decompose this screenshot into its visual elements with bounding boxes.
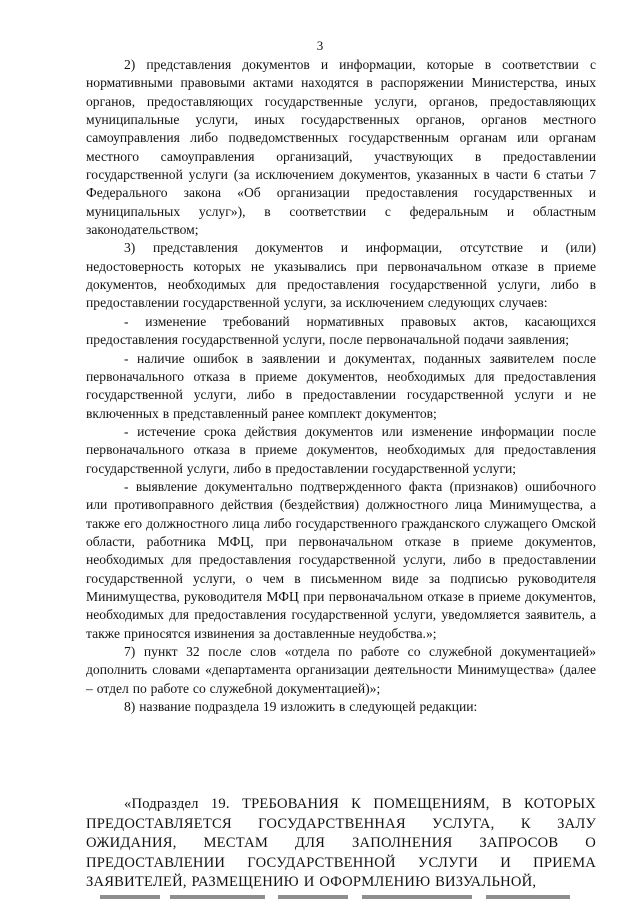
page-number: 3: [316, 38, 324, 53]
list-item: - наличие ошибок в заявлении и документах, поданных заявителем после первоначального отказа в приеме документов, необходимых для предоставления государственной услуги, либо в предоставлении государственной услуги и не включенных в представленный ранее комплект документов;: [86, 350, 596, 421]
list-item: - выявление документально подтвержденного факта (признаков) ошибочного или противоправного действия (бездействия) должностного лица Минимущества, а также его должностного лица либо государственного гражданского служащего Омской области, работника МФЦ, при первоначальном отказе в приеме документов, необходимых для предоставления государственной услуги, либо в предоставлении государственной услуги, о чем в письменном виде за подписью руководителя Минимущества, руководителя МФЦ при первоначальном отказе в приеме документов, необходимых для предоставления государственной услуги, уведомляется заявитель, а также приносятся извинения за доставленные неудобства.»;: [86, 478, 596, 641]
cut-off-text-line: [100, 893, 570, 901]
paragraph-item-2: 2) представления документов и информации, которые в соответствии с нормативными правовыми актами находятся в распоряжении Министерства, иных органов, предоставляющих государственные услуги, органов, предоставляющих муниципальные услуги, иных государственных органов, органов местного самоуправления либо подведомственных государственным органам или органам местного самоуправления организаций, участвующих в предоставлении государственной услуги (за исключением документов, указанных в части 6 статьи 7 Федерального закона «Об организации предоставления государственных и муниципальных услуг»), в соответствии с федеральным и областным законодательством;: [86, 57, 596, 238]
subsection-heading: [86, 795, 596, 893]
paragraph-item-7: 7) пункт 32 после слов «отдела по работе со служебной документацией» дополнить словами «департамента организации деятельности Минимущества» (далее – отдел по работе со служебной документацией)»;: [86, 644, 596, 696]
list-item: - истечение срока действия документов или изменение информации после первоначального отказа в приеме документов, необходимых для предоставления государственной услуги, либо в предоставлении государственной услуги;: [86, 423, 596, 476]
paragraph-item-3: 3) представления документов и информации, отсутствие и (или) недостоверность которых не указывались при первоначальном отказе в приеме документов, необходимых для предоставления государственной услуги, либо в предоставлении государственной услуги, за исключением следующих случаев:: [86, 240, 596, 311]
document-body: [86, 56, 596, 716]
subsection-heading-text: «Подраздел 19. ТРЕБОВАНИЯ К ПОМЕЩЕНИЯМ, В КОТОРЫХ ПРЕДОСТАВЛЯЕТСЯ ГОСУДАРСТВЕННАЯ УСЛУГА, К ЗАЛУ ОЖИДАНИЯ, МЕСТАМ ДЛЯ ЗАПОЛНЕНИЯ ЗАПРОСОВ О ПРЕДОСТАВЛЕНИИ ГОСУДАРСТВЕННОЙ УСЛУГИ И ПРИЕМА ЗАЯВИТЕЛЕЙ, РАЗМЕЩЕНИЮ И ОФОРМЛЕНИЮ ВИЗУАЛЬНОЙ,: [86, 796, 596, 890]
paragraph-item-8: 8) название подраздела 19 изложить в следующей редакции:: [124, 699, 478, 715]
list-item: - изменение требований нормативных правовых актов, касающихся предоставления государственной услуги, после первоначальной подачи заявления;: [86, 313, 596, 348]
